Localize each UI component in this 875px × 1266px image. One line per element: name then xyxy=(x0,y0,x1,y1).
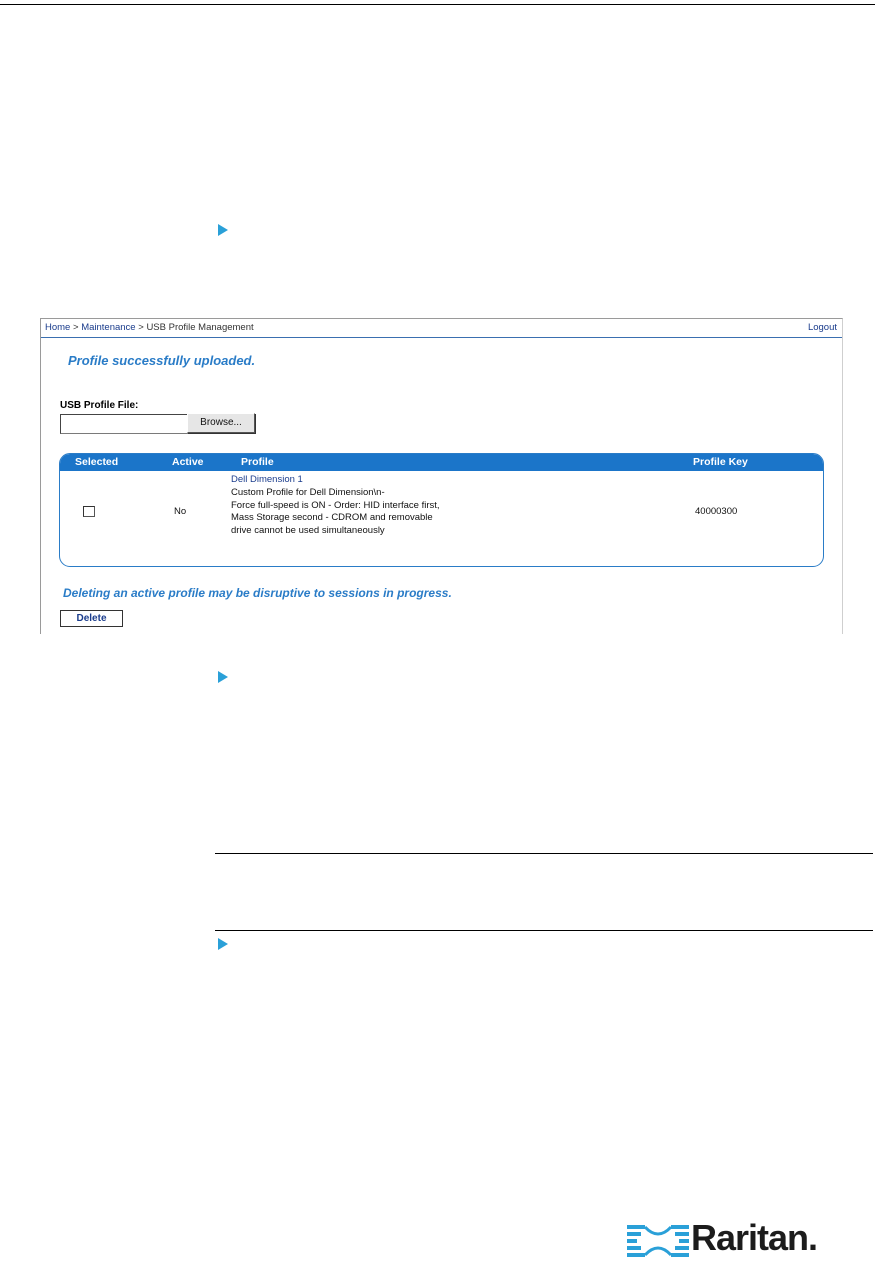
breadcrumb-separator: > xyxy=(72,322,79,333)
raritan-logo-text: Raritan. xyxy=(691,1217,818,1258)
step-bullet-icon xyxy=(218,224,228,236)
step-bullet-icon xyxy=(218,671,228,683)
step-bullet-icon xyxy=(218,938,228,950)
profile-table xyxy=(59,453,824,567)
breadcrumb xyxy=(45,319,254,336)
raritan-logo-icon xyxy=(627,1219,689,1261)
column-header-selected: Selected xyxy=(75,456,119,468)
logout-link[interactable]: Logout xyxy=(807,322,837,333)
column-header-active: Active xyxy=(172,456,204,468)
success-message: Profile successfully uploaded. xyxy=(68,353,256,368)
breadcrumb-home-link[interactable]: Home xyxy=(45,322,71,333)
usb-profile-screenshot xyxy=(40,318,843,634)
note-top-rule xyxy=(215,853,873,854)
delete-warning-message: Deleting an active profile may be disruptive to sessions in progress. xyxy=(63,586,452,600)
column-header-profile: Profile xyxy=(241,456,274,468)
column-header-profile-key: Profile Key xyxy=(693,456,748,468)
select-profile-checkbox[interactable] xyxy=(83,506,95,517)
profile-description-line: Custom Profile for Dell Dimension\n- xyxy=(231,487,385,498)
active-value: No xyxy=(174,506,187,517)
profile-description-line: drive cannot be used simultaneously xyxy=(231,524,385,536)
breadcrumb-bar xyxy=(41,319,842,338)
usb-profile-file-label: USB Profile File: xyxy=(60,400,139,411)
profile-name-link[interactable]: Dell Dimension 1 xyxy=(231,474,303,485)
breadcrumb-separator: > xyxy=(138,322,144,333)
browse-button[interactable]: Browse... xyxy=(187,413,255,433)
page-top-rule xyxy=(0,4,875,5)
profile-description-line: Force full-speed is ON - Order: HID interface first, xyxy=(231,499,440,511)
profile-description xyxy=(231,487,481,537)
table-header xyxy=(60,454,823,471)
raritan-logo xyxy=(627,1219,841,1261)
breadcrumb-current: USB Profile Management xyxy=(146,322,254,333)
breadcrumb-maintenance-link[interactable]: Maintenance xyxy=(81,322,136,333)
profile-key-value: 40000300 xyxy=(695,506,738,517)
usb-profile-file-input[interactable] xyxy=(60,414,190,434)
delete-button[interactable]: Delete xyxy=(60,610,123,627)
profile-description-line: Mass Storage second - CDROM and removable xyxy=(231,512,433,523)
note-bottom-rule xyxy=(215,930,873,931)
